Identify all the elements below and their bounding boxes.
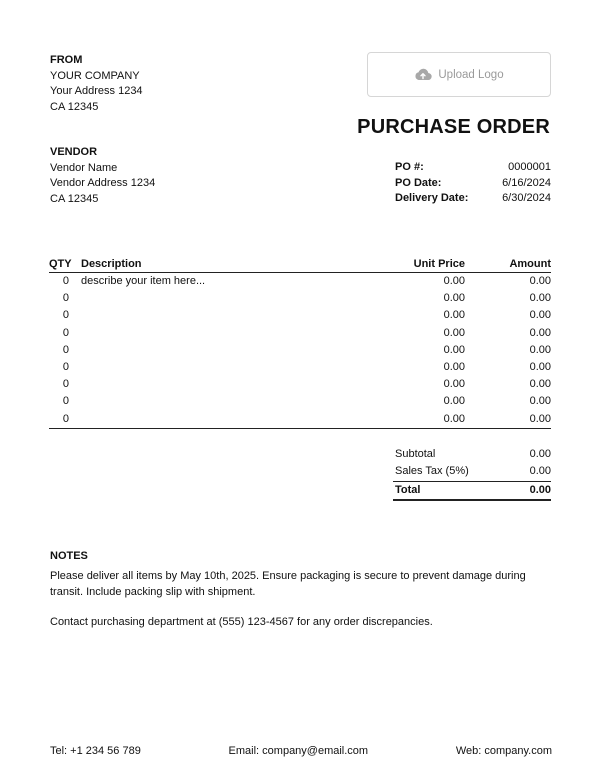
total-row: [393, 481, 551, 501]
row-amount[interactable]: 0.00: [529, 395, 551, 408]
row-unit-price[interactable]: 0.00: [443, 326, 465, 339]
table-row: [49, 359, 551, 376]
row-unit-price[interactable]: 0.00: [443, 275, 465, 287]
row-unit-price[interactable]: 0.00: [443, 378, 465, 391]
row-amount[interactable]: 0.00: [529, 360, 551, 373]
vendor-address: Vendor Address 1234: [50, 177, 156, 189]
footer-web: Web: company.com: [455, 745, 552, 757]
table-row: [49, 411, 551, 428]
table-row: [49, 342, 551, 359]
po-info: [395, 160, 551, 207]
row-description[interactable]: [69, 359, 385, 376]
notes-heading: NOTES: [50, 550, 88, 562]
row-description[interactable]: [69, 342, 385, 359]
row-unit-price[interactable]: 0.00: [443, 412, 465, 425]
from-address: Your Address 1234: [50, 85, 143, 97]
notes-paragraph-1: Please deliver all items by May 10th, 2025. Ensure packaging is secure to prevent damage during transit. Include packing slip with shipment.: [50, 570, 526, 598]
from-company: YOUR COMPANY: [50, 69, 140, 82]
cloud-upload-icon: [414, 68, 432, 81]
row-description[interactable]: [69, 393, 385, 410]
row-unit-price[interactable]: 0.00: [443, 309, 465, 322]
notes-paragraph-2: Contact purchasing department at (555) 123-4567 for any order discrepancies.: [50, 616, 433, 628]
header-amount: Amount: [509, 258, 551, 270]
row-qty[interactable]: 0: [62, 360, 69, 373]
row-qty[interactable]: 0: [62, 326, 69, 339]
from-block: [50, 53, 143, 115]
totals-block: [393, 446, 551, 501]
total-value: 0.00: [529, 483, 551, 496]
vendor-city: CA 12345: [50, 192, 99, 205]
tax-row: [393, 463, 551, 480]
vendor-name: Vendor Name: [50, 161, 118, 174]
total-label: Total: [395, 483, 421, 496]
subtotal-label: Subtotal: [395, 448, 436, 460]
delivery-date-row: [395, 191, 551, 207]
row-unit-price[interactable]: 0.00: [443, 292, 465, 305]
row-description[interactable]: [69, 307, 385, 324]
po-date-value: 6/16/2024: [502, 176, 551, 189]
header-unit-price: Unit Price: [413, 258, 465, 270]
footer-email: Email: company@email.com: [228, 745, 369, 757]
subtotal-row: [393, 446, 551, 463]
po-date-row: [395, 176, 551, 192]
row-amount[interactable]: 0.00: [529, 343, 551, 356]
tax-value: 0.00: [529, 465, 551, 478]
row-unit-price[interactable]: 0.00: [443, 395, 465, 408]
row-description[interactable]: [69, 325, 385, 342]
footer: [50, 745, 552, 757]
row-qty[interactable]: 0: [62, 378, 69, 391]
row-description[interactable]: describe your item here...: [81, 275, 206, 287]
row-qty[interactable]: 0: [62, 292, 69, 305]
vendor-heading: VENDOR: [50, 146, 98, 158]
footer-tel: Tel: +1 234 56 789: [50, 745, 141, 757]
row-amount[interactable]: 0.00: [529, 378, 551, 391]
from-city: CA 12345: [50, 100, 99, 113]
row-unit-price[interactable]: 0.00: [443, 343, 465, 356]
delivery-date-label: Delivery Date:: [395, 192, 469, 204]
table-row: [49, 376, 551, 393]
po-date-label: PO Date:: [395, 176, 442, 189]
table-row: [49, 393, 551, 410]
items-table: [49, 257, 551, 429]
header-qty: QTY: [49, 258, 72, 270]
po-number-value: 0000001: [508, 161, 551, 173]
table-row: [49, 325, 551, 342]
upload-logo-button[interactable]: [367, 52, 551, 97]
row-amount[interactable]: 0.00: [529, 326, 551, 339]
row-qty[interactable]: 0: [62, 412, 69, 425]
table-header: [49, 257, 551, 273]
table-body: [49, 273, 551, 429]
vendor-block: [50, 145, 155, 207]
from-heading: FROM: [50, 54, 83, 66]
row-description[interactable]: [69, 411, 385, 428]
page-title: PURCHASE ORDER: [357, 116, 550, 138]
row-unit-price[interactable]: 0.00: [443, 360, 465, 373]
row-qty[interactable]: 0: [62, 343, 69, 356]
tax-label: Sales Tax (5%): [395, 465, 469, 478]
table-row: [49, 290, 551, 307]
header-description: Description: [81, 258, 142, 270]
upload-logo-label: Upload Logo: [438, 68, 504, 81]
row-amount[interactable]: 0.00: [529, 275, 551, 287]
delivery-date-value: 6/30/2024: [502, 192, 551, 204]
table-row: [49, 307, 551, 324]
row-amount[interactable]: 0.00: [529, 309, 551, 322]
notes-section: [50, 550, 550, 631]
row-qty[interactable]: 0: [62, 309, 69, 322]
row-description[interactable]: [69, 290, 385, 307]
table-row: [49, 273, 551, 290]
subtotal-value: 0.00: [529, 448, 551, 460]
row-qty[interactable]: 0: [62, 275, 69, 287]
row-amount[interactable]: 0.00: [529, 292, 551, 305]
po-number-label: PO #:: [395, 161, 424, 173]
row-qty[interactable]: 0: [62, 395, 69, 408]
row-amount[interactable]: 0.00: [529, 412, 551, 425]
row-description[interactable]: [69, 376, 385, 393]
po-number-row: [395, 160, 551, 176]
